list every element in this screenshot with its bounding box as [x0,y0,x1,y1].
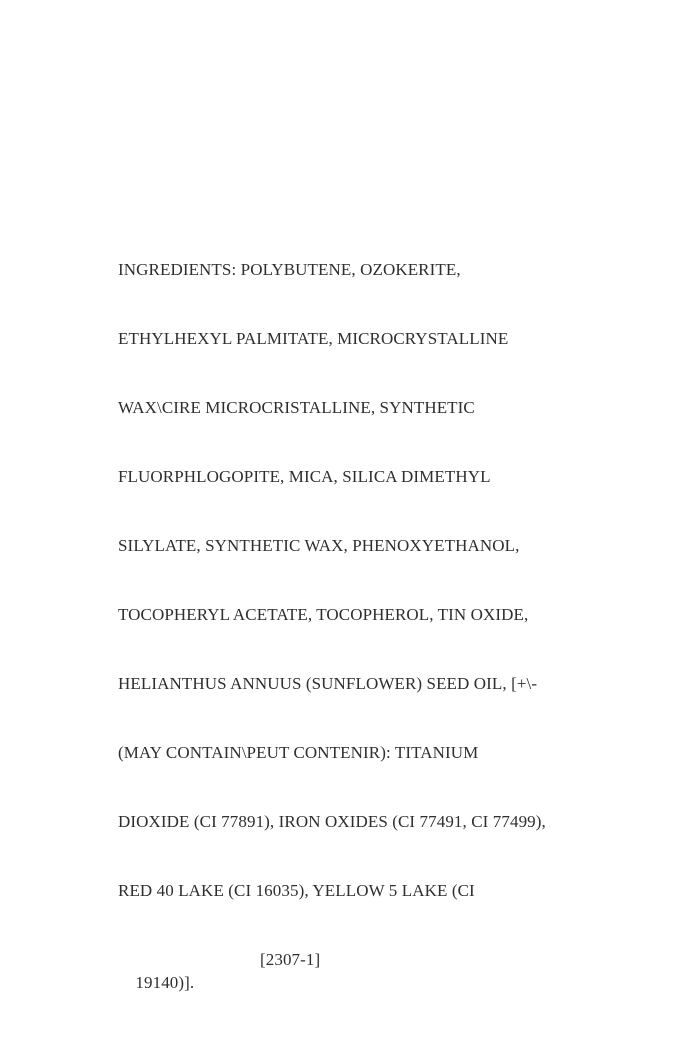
batch-code: [2307-1] [260,950,321,969]
ingredients-line-end: 19140)]. [135,973,195,992]
ingredients-line: ETHYLHEXYL PALMITATE, MICROCRYSTALLINE [118,329,509,348]
ingredients-line: (MAY CONTAIN\PEUT CONTENIR): TITANIUM [118,743,479,762]
ingredients-line: TOCOPHERYL ACETATE, TOCOPHEROL, TIN OXIDE, [118,605,529,624]
ingredients-last-line [118,948,546,992]
ingredients-line: WAX\CIRE MICROCRISTALLINE, SYNTHETIC [118,398,475,417]
ingredients-line: RED 40 LAKE (CI 16035), YELLOW 5 LAKE (CI [118,881,475,900]
ingredients-line: FLUORPHLOGOPITE, MICA, SILICA DIMETHYL [118,467,491,486]
ingredients-line: SILYLATE, SYNTHETIC WAX, PHENOXYETHANOL, [118,536,520,555]
ingredients-line: INGREDIENTS: POLYBUTENE, OZOKERITE, [118,260,461,279]
ingredients-line: HELIANTHUS ANNUUS (SUNFLOWER) SEED OIL, [+\- [118,674,538,693]
ingredients-label [118,212,546,994]
ingredients-line: DIOXIDE (CI 77891), IRON OXIDES (CI 77491, CI 77499), [118,812,546,831]
